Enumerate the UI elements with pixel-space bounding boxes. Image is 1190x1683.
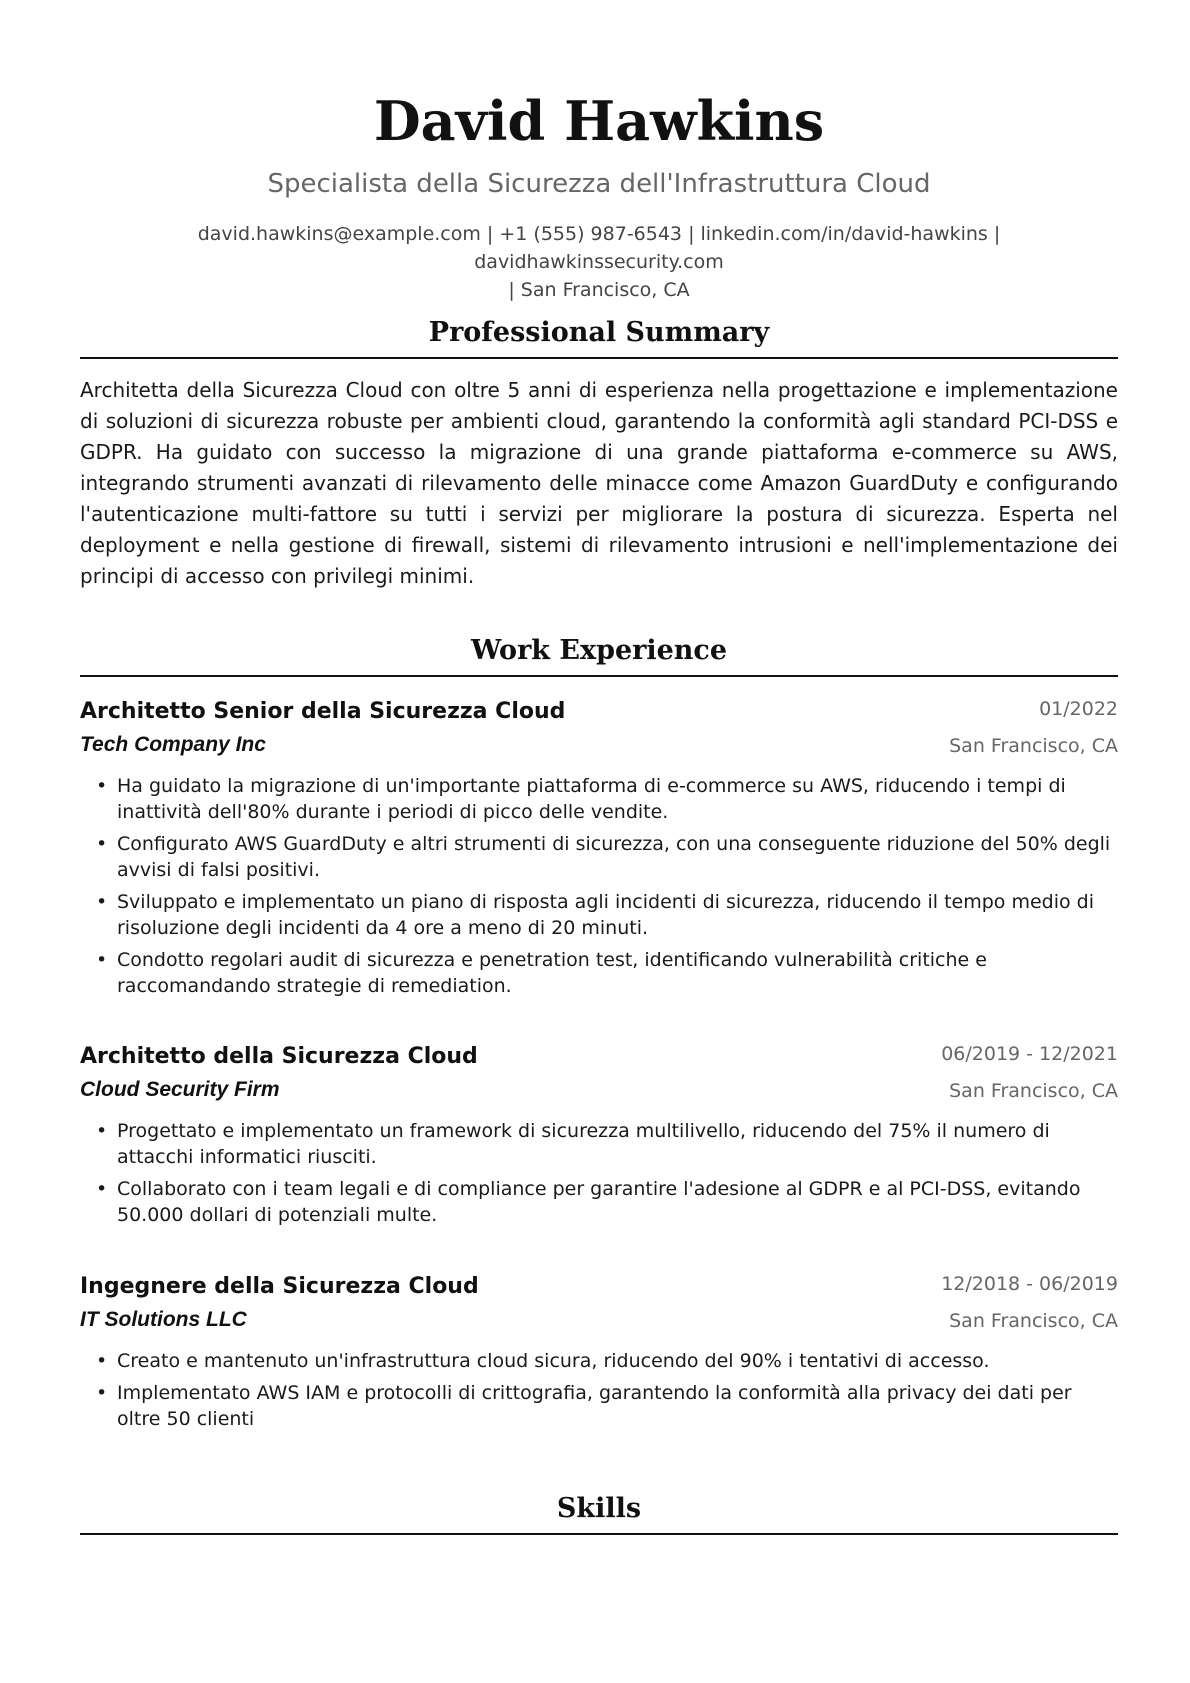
job-entry bbox=[80, 1270, 1118, 1438]
job-title: Architetto Senior della Sicurezza Cloud bbox=[80, 699, 566, 724]
summary-text: Architetta della Sicurezza Cloud con oltre 5 anni di esperienza nella progettazione e implementazione di soluzioni di sicurezza robuste per ambienti cloud, garantendo la conformità agli standard PCI-DSS e GDPR. Ha guidato con successo la migrazione di una grande piattaforma e-commerce su AWS, integrando strumenti avanzati di rilevamento delle minacce come Amazon GuardDuty e configurando l'autenticazione multi-fattore su tutti i servizi per migliorare la postura di sicurezza. Esperta nel deployment e nella gestione di firewall, sistemi di rilevamento intrusioni e nell'implementazione dei principi di accesso con privilegi minimi. bbox=[80, 378, 1118, 588]
job-company: IT Solutions LLC bbox=[80, 1308, 247, 1331]
job-bullet bbox=[80, 1348, 1118, 1374]
job-location: San Francisco, CA bbox=[949, 1080, 1118, 1102]
job-date: 12/2018 - 06/2019 bbox=[941, 1273, 1118, 1295]
job-location: San Francisco, CA bbox=[949, 735, 1118, 757]
job-title: Architetto della Sicurezza Cloud bbox=[80, 1044, 478, 1069]
job-header bbox=[80, 695, 1118, 729]
candidate-title: Specialista della Sicurezza dell'Infrastruttura Cloud bbox=[267, 169, 931, 199]
job-company: Tech Company Inc bbox=[80, 733, 266, 756]
job-bullet bbox=[80, 1380, 1118, 1432]
bullet-icon: • bbox=[96, 833, 108, 855]
section-heading-summary: Professional Summary bbox=[80, 315, 1118, 359]
job-entry bbox=[80, 1040, 1118, 1234]
job-bullet-text: Condotto regolari audit di sicurezza e penetration test, identificando vulnerabilità critiche e raccomandando strategie di remediation. bbox=[117, 949, 987, 997]
job-date: 01/2022 bbox=[1039, 698, 1118, 720]
job-header bbox=[80, 1040, 1118, 1074]
job-subheader bbox=[80, 1074, 1118, 1108]
bullet-icon: • bbox=[96, 775, 108, 797]
job-entry bbox=[80, 695, 1118, 1005]
job-header bbox=[80, 1270, 1118, 1304]
job-bullet-text: Progettato e implementato un framework di sicurezza multilivello, riducendo del 75% il numero di attacchi informatici riusciti. bbox=[117, 1120, 1050, 1168]
job-bullet-text: Creato e mantenuto un'infrastruttura cloud sicura, riducendo del 90% i tentativi di accesso. bbox=[117, 1350, 990, 1372]
contact-line: | San Francisco, CA bbox=[508, 279, 690, 301]
job-title: Ingegnere della Sicurezza Cloud bbox=[80, 1274, 479, 1299]
job-bullet-list bbox=[80, 1348, 1118, 1432]
job-bullet bbox=[80, 1176, 1118, 1228]
job-bullet-text: Implementato AWS IAM e protocolli di crittografia, garantendo la conformità alla privacy dei dati per oltre 50 clienti bbox=[117, 1382, 1072, 1430]
bullet-icon: • bbox=[96, 1350, 108, 1372]
job-bullet bbox=[80, 831, 1118, 883]
job-bullet-text: Ha guidato la migrazione di un'importante piattaforma di e-commerce su AWS, riducendo i tempi di inattività dell'80% durante i periodi di picco delle vendite. bbox=[117, 775, 1066, 823]
job-bullet-text: Sviluppato e implementato un piano di risposta agli incidenti di sicurezza, riducendo il tempo medio di risoluzione degli incidenti da 4 ore a meno di 20 minuti. bbox=[117, 891, 1094, 939]
job-bullet bbox=[80, 773, 1118, 825]
job-location: San Francisco, CA bbox=[949, 1310, 1118, 1332]
bullet-icon: • bbox=[96, 1178, 108, 1200]
job-bullet bbox=[80, 889, 1118, 941]
job-bullet-text: Collaborato con i team legali e di compliance per garantire l'adesione al GDPR e al PCI-DSS, evitando 50.000 dollari di potenziali multe. bbox=[117, 1178, 1081, 1226]
job-bullet bbox=[80, 947, 1118, 999]
contact-info bbox=[80, 220, 1118, 304]
job-bullet-text: Configurato AWS GuardDuty e altri strumenti di sicurezza, con una conseguente riduzione del 50% degli avvisi di falsi positivi. bbox=[117, 833, 1111, 881]
bullet-icon: • bbox=[96, 891, 108, 913]
job-bullet-list bbox=[80, 773, 1118, 999]
job-subheader bbox=[80, 1304, 1118, 1338]
bullet-icon: • bbox=[96, 949, 108, 971]
bullet-icon: • bbox=[96, 1120, 108, 1142]
job-bullet-list bbox=[80, 1118, 1118, 1228]
job-company: Cloud Security Firm bbox=[80, 1078, 280, 1101]
contact-line: david.hawkins@example.com | +1 (555) 987-6543 | linkedin.com/in/david-hawkins | davidhawkinssecurity.com bbox=[197, 223, 1001, 273]
job-date: 06/2019 - 12/2021 bbox=[941, 1043, 1118, 1065]
section-heading-experience: Work Experience bbox=[80, 633, 1118, 677]
bullet-icon: • bbox=[96, 1382, 108, 1404]
section-heading-skills: Skills bbox=[80, 1491, 1118, 1535]
job-bullet bbox=[80, 1118, 1118, 1170]
job-subheader bbox=[80, 729, 1118, 763]
candidate-name: David Hawkins bbox=[373, 89, 825, 153]
